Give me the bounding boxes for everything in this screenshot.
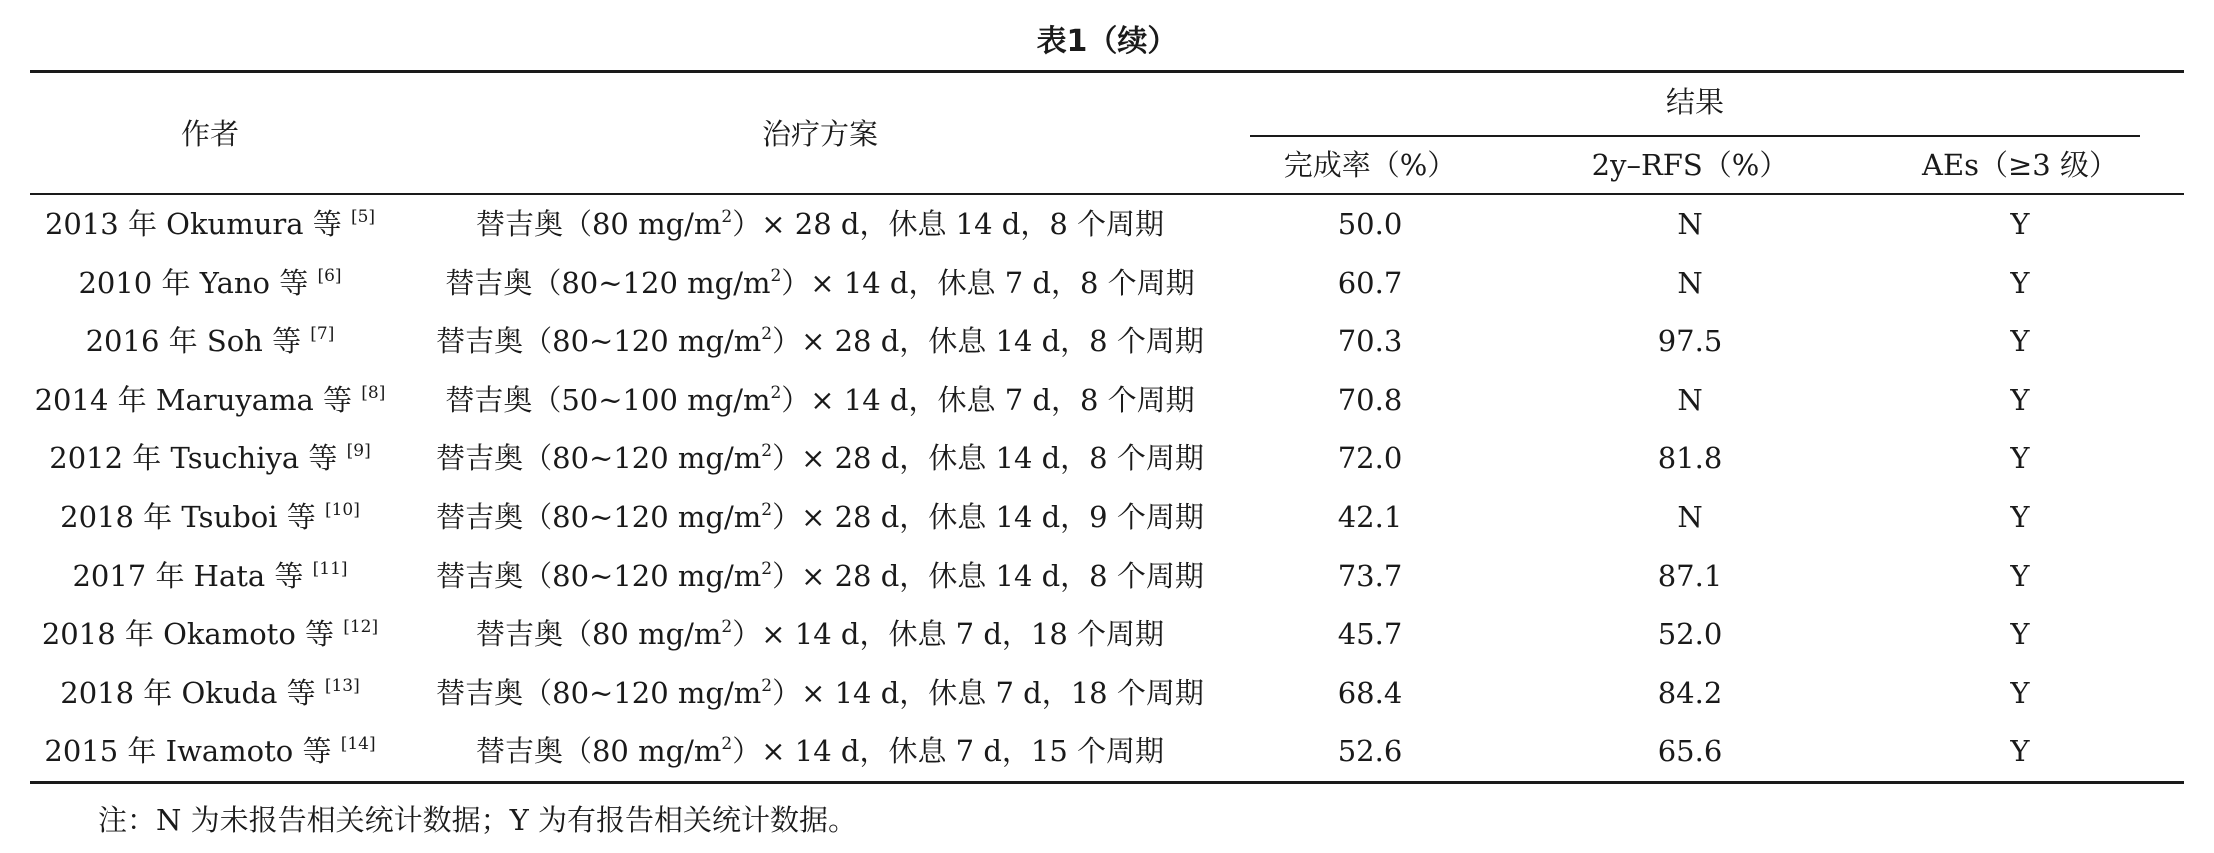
plan-text-rest: ）× 28 d，休息 14 d，9 个周期 (772, 499, 1204, 534)
table-footnote: 注：N 为未报告相关统计数据；Y 为有报告相关统计数据。 (98, 803, 857, 837)
table-row (30, 195, 2184, 254)
table-row (30, 254, 2184, 313)
author-cell (30, 605, 390, 664)
reference-mark: [9] (346, 441, 371, 462)
author-text: 2018 年 Tsuboi 等 (60, 499, 316, 534)
header-author: 作者 (180, 117, 239, 151)
unit-exponent: 2 (770, 382, 782, 403)
table-bottom-rule (30, 781, 2184, 784)
reference-mark: [6] (317, 265, 342, 286)
rfs-cell: 52.0 (1657, 617, 1723, 652)
reference-mark: [11] (312, 558, 348, 579)
completion-cell: 70.3 (1337, 324, 1403, 359)
aes-cell: Y (2010, 675, 2030, 710)
unit-exponent: 2 (761, 324, 773, 345)
author-text: 2015 年 Iwamoto 等 (44, 734, 332, 769)
plan-text-rest: ）× 28 d，休息 14 d，8 个周期 (772, 441, 1204, 476)
rfs-cell: N (1677, 499, 1703, 534)
plan-text: 替吉奥（80~120 mg/m (436, 558, 762, 593)
unit-exponent: 2 (721, 207, 733, 227)
author-cell (30, 664, 390, 723)
table-row (30, 547, 2184, 606)
author-cell (30, 254, 390, 313)
plan-cell (390, 371, 1250, 430)
plan-text-rest: ）× 28 d，休息 14 d，8 个周期 (732, 207, 1165, 241)
table-row (30, 488, 2184, 547)
reference-mark: [13] (324, 675, 360, 696)
aes-cell: Y (2010, 558, 2030, 593)
author-cell (30, 312, 390, 371)
completion-cell: 52.6 (1337, 734, 1403, 769)
plan-text-rest: ）× 28 d，休息 14 d，8 个周期 (772, 558, 1204, 593)
completion-cell: 72.0 (1337, 441, 1403, 476)
completion-cell: 70.8 (1337, 382, 1403, 417)
aes-cell: Y (2010, 382, 2030, 417)
plan-text-rest: ）× 14 d，休息 7 d，8 个周期 (781, 382, 1195, 417)
author-text: 2017 年 Hata 等 (72, 558, 304, 593)
plan-text: 替吉奥（80~120 mg/m (436, 441, 762, 476)
table-body (30, 195, 2184, 781)
aes-cell: Y (2010, 441, 2030, 476)
plan-text-rest: ）× 14 d，休息 7 d，18 个周期 (732, 617, 1165, 652)
reference-mark: [14] (340, 734, 376, 755)
unit-exponent: 2 (721, 617, 733, 638)
table-row (30, 371, 2184, 430)
completion-cell: 45.7 (1337, 617, 1403, 652)
plan-cell (390, 195, 1250, 254)
rfs-cell: 87.1 (1657, 558, 1723, 593)
author-text: 2010 年 Yano 等 (78, 265, 309, 300)
author-text: 2018 年 Okamoto 等 (41, 617, 335, 652)
plan-text-rest: ）× 14 d，休息 7 d，15 个周期 (732, 734, 1165, 769)
table-row (30, 664, 2184, 723)
unit-exponent: 2 (761, 558, 773, 579)
author-cell (30, 429, 390, 488)
author-text: 2018 年 Okuda 等 (60, 675, 316, 710)
rfs-cell: N (1677, 382, 1703, 417)
plan-text: 替吉奥（80~120 mg/m (445, 265, 771, 300)
plan-cell (390, 605, 1250, 664)
rfs-cell: 81.8 (1657, 441, 1723, 476)
aes-cell: Y (2010, 734, 2030, 769)
rfs-cell: 84.2 (1657, 675, 1723, 710)
rfs-cell: 65.6 (1657, 734, 1723, 769)
plan-text: 替吉奥（80 mg/m (475, 617, 722, 652)
table-row (30, 312, 2184, 371)
author-text: 2016 年 Soh 等 (85, 324, 302, 359)
reference-mark: [5] (350, 207, 376, 227)
author-cell (30, 371, 390, 430)
results-group-rule (1250, 135, 2140, 137)
completion-cell: 50.0 (1337, 207, 1403, 241)
plan-cell (390, 312, 1250, 371)
aes-cell: Y (2010, 617, 2030, 652)
plan-text-rest: ）× 28 d，休息 14 d，8 个周期 (772, 324, 1204, 359)
aes-cell: Y (2010, 499, 2030, 534)
plan-text-rest: ）× 14 d，休息 7 d，18 个周期 (772, 675, 1204, 710)
unit-exponent: 2 (721, 734, 733, 755)
rfs-cell: N (1677, 207, 1703, 241)
reference-mark: [7] (310, 324, 335, 345)
plan-text-rest: ）× 14 d，休息 7 d，8 个周期 (781, 265, 1195, 300)
table-row (30, 605, 2184, 664)
plan-text: 替吉奥（50~100 mg/m (445, 382, 771, 417)
aes-cell: Y (2010, 324, 2030, 359)
completion-cell: 42.1 (1337, 499, 1403, 534)
table-row (30, 429, 2184, 488)
author-text: 2012 年 Tsuchiya 等 (49, 441, 338, 476)
author-text: 2013 年 Okumura 等 (44, 207, 342, 241)
reference-mark: [8] (361, 382, 386, 403)
plan-cell (390, 254, 1250, 313)
header-2y-rfs: 2y–RFS（%） (1591, 148, 1789, 182)
table-caption: 表1（续） (1036, 24, 1178, 59)
author-cell (30, 195, 390, 254)
unit-exponent: 2 (761, 675, 773, 696)
header-aes: AEs（≥3 级） (1922, 148, 2118, 182)
plan-text: 替吉奥（80 mg/m (475, 734, 722, 769)
plan-text: 替吉奥（80~120 mg/m (436, 499, 762, 534)
reference-mark: [12] (343, 617, 379, 638)
rfs-cell: 97.5 (1657, 324, 1723, 359)
plan-cell (390, 429, 1250, 488)
header-results-group: 结果 (1665, 85, 1724, 119)
plan-cell (390, 664, 1250, 723)
completion-cell: 60.7 (1337, 265, 1403, 300)
unit-exponent: 2 (761, 441, 773, 462)
unit-exponent: 2 (770, 265, 782, 286)
rfs-cell: N (1677, 265, 1703, 300)
author-cell (30, 722, 390, 781)
reference-mark: [10] (324, 499, 360, 520)
header-plan: 治疗方案 (761, 117, 878, 151)
aes-cell: Y (2010, 207, 2030, 241)
plan-cell (390, 547, 1250, 606)
completion-cell: 73.7 (1337, 558, 1403, 593)
table-top-rule (30, 70, 2184, 73)
author-cell (30, 488, 390, 547)
header-completion-rate: 完成率（%） (1283, 148, 1457, 182)
author-cell (30, 547, 390, 606)
aes-cell: Y (2010, 265, 2030, 300)
unit-exponent: 2 (761, 499, 773, 520)
plan-text: 替吉奥（80~120 mg/m (436, 324, 762, 359)
plan-cell (390, 488, 1250, 547)
plan-cell (390, 722, 1250, 781)
plan-text: 替吉奥（80~120 mg/m (436, 675, 762, 710)
table-row (30, 722, 2184, 781)
completion-cell: 68.4 (1337, 675, 1403, 710)
author-text: 2014 年 Maruyama 等 (34, 382, 353, 417)
plan-text: 替吉奥（80 mg/m (475, 207, 722, 241)
